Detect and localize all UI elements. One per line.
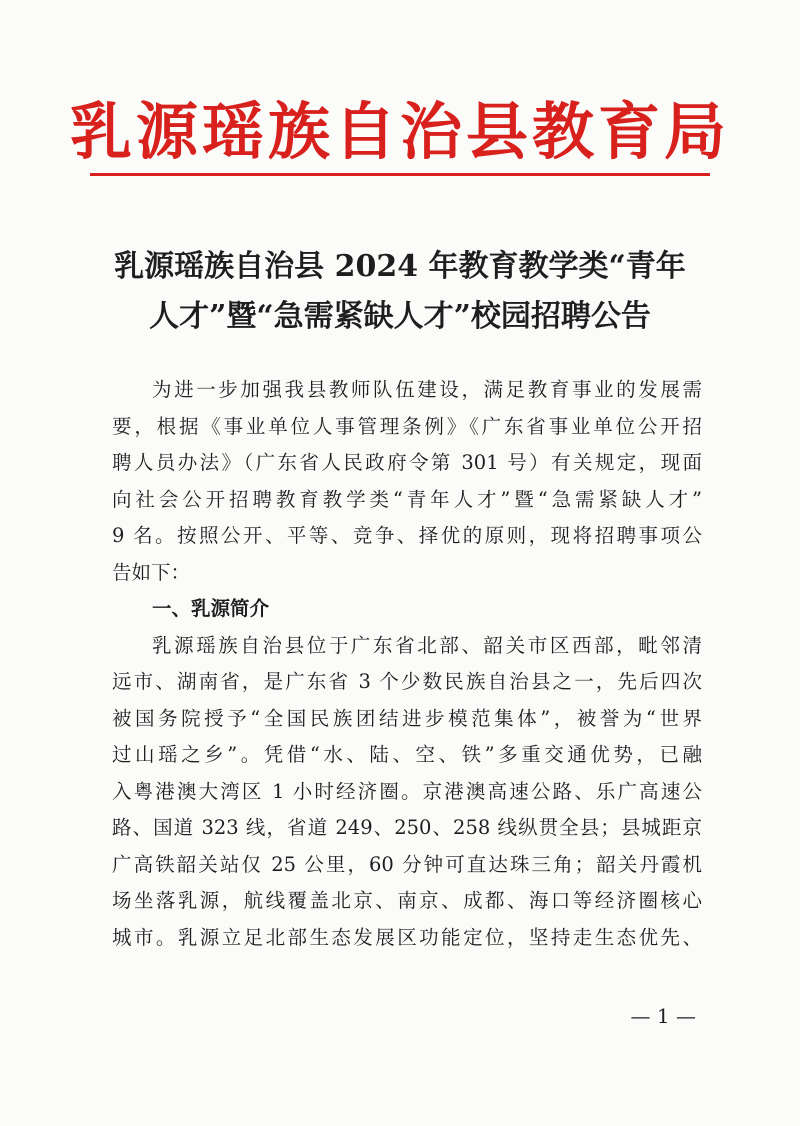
paragraph2-line: 入粤港澳大湾区 1 小时经济圈。京港澳高速公路、乐广高速公 [112, 779, 702, 803]
paragraph2-line: 城市。乳源立足北部生态发展区功能定位，坚持走生态优先、 [112, 925, 702, 949]
section-heading: 一、乳源简介 [152, 597, 270, 620]
paragraph1-line: 向社会公开招聘教育教学类“青年人才”暨“急需紧缺人才” [112, 487, 702, 511]
paragraph1-line: 9 名。按照公开、平等、竞争、择优的原则，现将招聘事项公 [112, 524, 702, 547]
paragraph2-line: 过山瑶之乡”。凭借“水、陆、空、铁”多重交通优势，已融 [112, 743, 702, 766]
document-title-line-1: 乳源瑶族自治县 2024 年教育教学类“青年 [114, 249, 686, 284]
page-number: — 1 — [630, 1004, 696, 1028]
red-divider-line [90, 173, 710, 176]
paragraph1-line: 为进一步加强我县教师队伍建设，满足教育事业的发展需 [152, 378, 702, 401]
paragraph2-line: 远市、湖南省，是广东省 3 个少数民族自治县之一，先后四次 [112, 670, 702, 693]
masthead-title: 乳源瑶族自治县教育局 [69, 95, 730, 168]
paragraph2-line: 场坐落乳源，航线覆盖北京、南京、成都、海口等经济圈核心 [112, 889, 702, 912]
document-title-line-2: 人才”暨“急需紧缺人才”校园招聘公告 [149, 299, 651, 334]
paragraph1-line: 要，根据《事业单位人事管理条例》《广东省事业单位公开招 [112, 414, 702, 438]
paragraph2-line: 广高铁韶关站仅 25 公里，60 分钟可直达珠三角；韶关丹霞机 [112, 852, 702, 876]
paragraph1-line: 告如下： [112, 560, 191, 584]
paragraph2-line: 乳源瑶族自治县位于广东省北部、韶关市区西部，毗邻清 [152, 633, 702, 657]
document-body [112, 372, 702, 956]
document-title [90, 242, 710, 342]
paragraph1-line: 聘人员办法》（广东省人民政府令第 301 号）有关规定，现面 [112, 451, 702, 474]
paragraph2-line: 路、国道 323 线，省道 249、250、258 线纵贯全县；县城距京 [112, 816, 702, 839]
paragraph2-line: 被国务院授予“全国民族团结进步模范集体”，被誉为“世界 [112, 706, 702, 730]
